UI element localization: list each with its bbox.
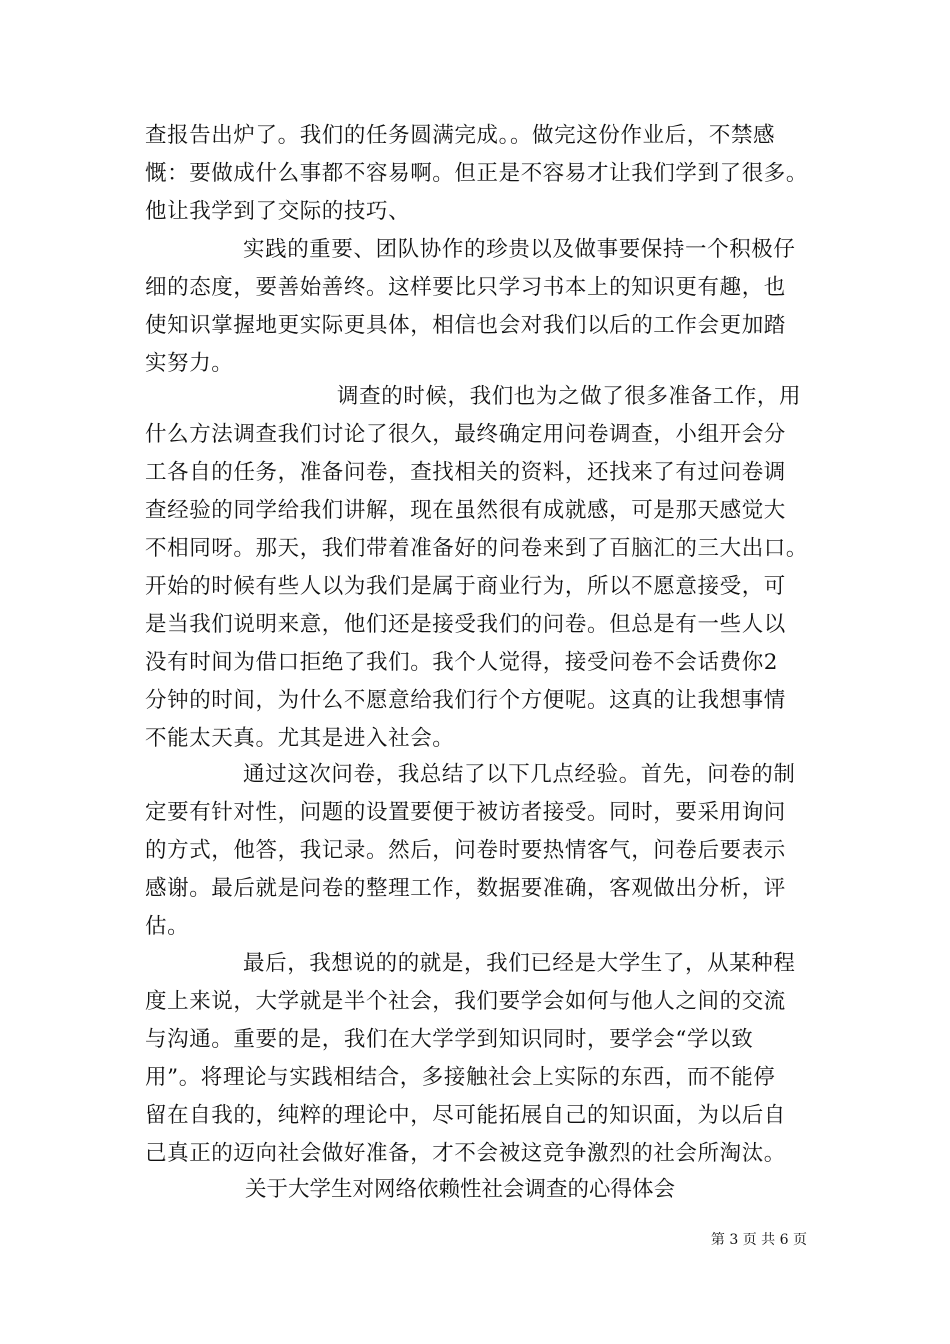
page-footer: 第 3 页 共 6 页 xyxy=(710,1232,807,1248)
body-line: 开始的时候有些人以为我们是属于商业行为，所以不愿意接受，可 xyxy=(145,574,786,599)
body-line: 估。 xyxy=(145,914,190,939)
body-line: 是当我们说明来意，他们还是接受我们的问卷。但总是有一些人以 xyxy=(145,612,786,637)
body-line: 慨：要做成什么事都不容易啊。但正是不容易才让我们学到了很多。 xyxy=(145,161,809,186)
body-line: 没有时间为借口拒绝了我们。我个人觉得，接受问卷不会话费你2 xyxy=(145,650,779,675)
body-line: 查经验的同学给我们讲解，现在虽然很有成就感，可是那天感觉大 xyxy=(145,498,786,523)
body-line: 查报告出炉了。我们的任务圆满完成。。做完这份作业后，不禁感 xyxy=(145,123,776,148)
body-line: 定要有针对性，问题的设置要便于被访者接受。同时，要采用询问 xyxy=(145,800,786,825)
body-line: 通过这次问卷，我总结了以下几点经验。首先，问卷的制 xyxy=(243,762,796,787)
body-line: 分钟的时间，为什么不愿意给我们行个方便呢。这真的让我想事情 xyxy=(145,688,786,713)
body-line: 感谢。最后就是问卷的整理工作，数据要准确，客观做出分析，评 xyxy=(145,876,786,901)
body-line: 己真正的迈向社会做好准备，才不会被这竞争激烈的社会所淘汰。 xyxy=(145,1141,786,1166)
body-line: 实努力。 xyxy=(145,351,234,376)
body-line: 留在自我的，纯粹的理论中，尽可能拓展自己的知识面，为以后自 xyxy=(145,1103,786,1128)
body-line: 用”。将理论与实践相结合，多接触社会上实际的东西，而不能停 xyxy=(145,1065,776,1090)
body-line: 细的态度，要善始善终。这样要比只学习书本上的知识更有趣，也 xyxy=(145,275,786,300)
body-line: 工各自的任务，准备问卷，查找相关的资料，还找来了有过问卷调 xyxy=(145,460,786,485)
body-line: 与沟通。重要的是，我们在大学学到知识同时，要学会“学以致 xyxy=(145,1027,754,1052)
body-line: 使知识掌握地更实际更具体，相信也会对我们以后的工作会更加踏 xyxy=(145,313,786,338)
body-line: 的方式，他答，我记录。然后，问卷时要热情客气，问卷后要表示 xyxy=(145,838,786,863)
body-line: 不相同呀。那天，我们带着准备好的问卷来到了百脑汇的三大出口。 xyxy=(145,536,809,561)
body-line: 度上来说，大学就是半个社会，我们要学会如何与他人之间的交流 xyxy=(145,989,786,1014)
body-line: 不能太天真。尤其是进入社会。 xyxy=(145,726,455,751)
body-line: 他让我学到了交际的技巧、 xyxy=(145,199,411,224)
body-line: 实践的重要、团队协作的珍贵以及做事要保持一个积极仔 xyxy=(243,237,796,262)
body-line: 最后，我想说的的就是，我们已经是大学生了，从某种程 xyxy=(243,951,796,976)
next-article-title: 关于大学生对网络依赖性社会调查的心得体会 xyxy=(245,1177,676,1202)
body-line: 什么方法调查我们讨论了很久，最终确定用问卷调查，小组开会分 xyxy=(145,422,786,447)
body-line: 调查的时候，我们也为之做了很多准备工作，用 xyxy=(337,384,802,409)
